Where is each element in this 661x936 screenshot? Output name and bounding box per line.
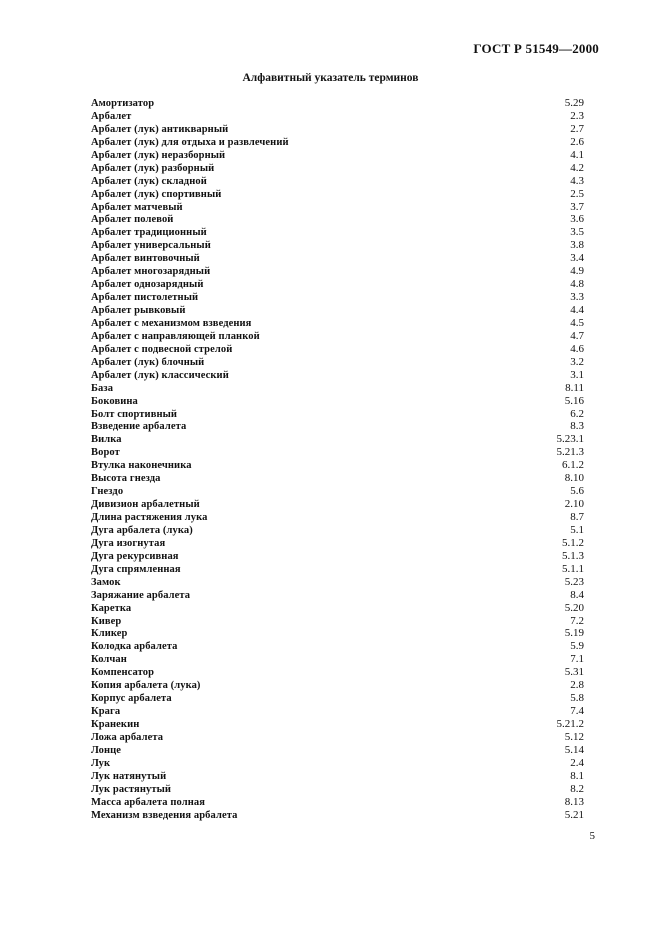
index-ref: 3.3 <box>570 291 584 304</box>
index-term: Ворот <box>91 447 120 459</box>
index-ref: 3.5 <box>570 226 584 239</box>
index-entry <box>91 149 584 162</box>
index-ref: 3.6 <box>570 213 584 226</box>
index-entry <box>91 175 584 188</box>
index-term: Арбалет традиционный <box>91 227 207 239</box>
index-ref: 8.11 <box>565 381 584 394</box>
index-ref: 2.5 <box>570 187 584 200</box>
index-entry <box>91 653 584 666</box>
index-term: Арбалет пистолетный <box>91 292 199 304</box>
index-term: Втулка наконечника <box>91 460 192 472</box>
index-ref: 7.4 <box>570 705 584 718</box>
index-ref: 8.2 <box>570 782 584 795</box>
index-entry <box>91 226 584 239</box>
index-term: Гнездо <box>91 486 124 498</box>
index-ref: 3.2 <box>570 355 584 368</box>
index-term: Лук <box>91 757 111 769</box>
index-ref: 5.23.1 <box>556 433 584 446</box>
index-entry <box>91 796 584 809</box>
index-entry <box>91 369 584 382</box>
index-entry <box>91 731 584 744</box>
index-term: Арбалет универсальный <box>91 240 211 252</box>
index-term: База <box>91 382 114 394</box>
index-entry <box>91 382 584 395</box>
index-ref: 3.7 <box>570 200 584 213</box>
index-entry <box>91 744 584 757</box>
index-term: Арбалет (лук) складной <box>91 175 207 187</box>
index-title: Алфавитный указатель терминов <box>242 72 419 84</box>
index-term: Каретка <box>91 602 132 614</box>
index-term: Заряжание арбалета <box>91 589 191 601</box>
index-ref: 2.7 <box>570 122 584 135</box>
index-term: Арбалет (лук) антикварный <box>91 123 229 135</box>
term-index <box>91 97 584 822</box>
index-entry <box>91 433 584 446</box>
index-entry <box>91 252 584 265</box>
index-ref: 4.3 <box>570 174 584 187</box>
index-ref: 4.6 <box>570 342 584 355</box>
index-term: Дивизион арбалетный <box>91 499 200 511</box>
index-entry <box>91 666 584 679</box>
index-entry <box>91 640 584 653</box>
index-ref: 8.13 <box>564 795 584 808</box>
index-entry <box>91 809 584 822</box>
index-entry <box>91 317 584 330</box>
index-entry <box>91 201 584 214</box>
index-ref: 6.1.2 <box>562 459 584 472</box>
index-term: Арбалет (лук) для отдыха и развлечений <box>91 136 289 148</box>
index-ref: 4.5 <box>570 316 584 329</box>
index-ref: 4.9 <box>570 265 584 278</box>
index-entry <box>91 239 584 252</box>
index-term: Арбалет с механизмом взведения <box>91 317 252 329</box>
index-ref: 5.19 <box>564 627 584 640</box>
index-entry <box>91 602 584 615</box>
index-entry <box>91 330 584 343</box>
index-entry <box>91 537 584 550</box>
index-term: Кивер <box>91 615 122 627</box>
index-term: Длина растяжения лука <box>91 512 208 523</box>
index-ref: 5.1 <box>570 523 584 536</box>
index-term: Лук растянутый <box>91 783 172 795</box>
index-term: Арбалет многозарядный <box>91 266 211 278</box>
index-ref: 7.1 <box>570 653 584 666</box>
index-term: Вилка <box>91 434 122 446</box>
index-ref: 5.31 <box>564 666 584 679</box>
index-ref: 5.12 <box>564 730 584 743</box>
index-term: Компенсатор <box>91 667 155 679</box>
index-ref: 2.10 <box>564 498 584 511</box>
index-entry <box>91 627 584 640</box>
index-ref: 5.23 <box>564 575 584 588</box>
index-entry <box>91 770 584 783</box>
index-entry <box>91 485 584 498</box>
index-ref: 4.4 <box>570 304 584 316</box>
index-ref: 5.16 <box>564 394 584 407</box>
index-entry <box>91 188 584 201</box>
index-entry <box>91 291 584 304</box>
index-entry <box>91 304 584 317</box>
index-term: Арбалет (лук) неразборный <box>91 149 226 161</box>
index-term: Арбалет с направляющей планкой <box>91 330 260 342</box>
index-ref: 8.4 <box>570 588 584 601</box>
index-ref: 4.1 <box>570 148 584 161</box>
index-term: Арбалет (лук) классический <box>91 369 229 381</box>
index-term: Колодка арбалета <box>91 641 178 653</box>
index-term: Лонце <box>91 744 122 756</box>
index-ref: 4.2 <box>570 161 584 174</box>
index-term: Масса арбалета полная <box>91 796 206 808</box>
index-ref: 4.8 <box>570 278 584 291</box>
index-ref: 3.1 <box>570 368 584 381</box>
index-ref: 2.4 <box>570 756 584 769</box>
index-entry <box>91 550 584 563</box>
index-ref: 7.2 <box>570 614 584 627</box>
index-entry <box>91 123 584 136</box>
index-ref: 5.21 <box>564 808 584 821</box>
index-ref: 6.2 <box>570 407 584 420</box>
index-ref: 5.1.1 <box>562 562 584 575</box>
index-term: Арбалет матчевый <box>91 201 183 213</box>
index-term: Арбалет с подвесной стрелой <box>91 343 233 355</box>
index-ref: 2.8 <box>570 679 584 692</box>
index-term: Механизм взведения арбалета <box>91 809 238 821</box>
index-ref: 3.8 <box>570 239 584 252</box>
index-entry <box>91 459 584 472</box>
index-term: Арбалет <box>91 110 132 122</box>
index-entry <box>91 589 584 602</box>
index-term: Арбалет винтовочный <box>91 253 200 265</box>
index-ref: 2.3 <box>570 109 584 122</box>
index-term: Арбалет однозарядный <box>91 279 204 291</box>
index-entry <box>91 343 584 356</box>
index-ref: 8.1 <box>570 769 584 782</box>
index-term: Дуга рекурсивная <box>91 550 179 562</box>
index-entry <box>91 472 584 485</box>
index-term: Болт спортивный <box>91 408 178 420</box>
index-term: Боковина <box>91 395 138 407</box>
index-entry <box>91 524 584 537</box>
index-term: Арбалет (лук) спортивный <box>91 188 222 200</box>
index-ref: 5.9 <box>570 640 584 653</box>
index-ref: 5.14 <box>564 743 584 756</box>
index-term: Кликер <box>91 628 128 640</box>
index-term: Дуга изогнутая <box>91 537 166 549</box>
index-entry <box>91 783 584 796</box>
index-term: Замок <box>91 576 121 588</box>
standard-designation: ГОСТ Р 51549—2000 <box>473 41 599 56</box>
index-term: Корпус арбалета <box>91 693 172 705</box>
index-entry <box>91 278 584 291</box>
index-ref: 5.8 <box>570 692 584 705</box>
index-ref: 8.3 <box>570 420 584 433</box>
index-entry <box>91 615 584 628</box>
index-entry <box>91 110 584 123</box>
index-ref: 5.29 <box>564 97 584 109</box>
index-ref: 8.10 <box>564 472 584 485</box>
index-entry <box>91 265 584 278</box>
index-entry <box>91 718 584 731</box>
index-term: Лук натянутый <box>91 770 167 782</box>
index-term: Арбалет (лук) разборный <box>91 162 215 174</box>
index-entry <box>91 136 584 149</box>
index-entry <box>91 757 584 770</box>
index-ref: 4.7 <box>570 329 584 342</box>
index-ref: 5.21.3 <box>556 446 584 459</box>
index-ref: 5.6 <box>570 485 584 498</box>
index-term: Высота гнезда <box>91 473 161 485</box>
index-term: Копия арбалета (лука) <box>91 680 201 692</box>
index-entry <box>91 420 584 433</box>
index-term: Дуга спрямленная <box>91 563 181 575</box>
index-ref: 5.1.2 <box>562 536 584 549</box>
page-number: 5 <box>589 830 595 842</box>
index-entry <box>91 162 584 175</box>
index-term: Дуга арбалета (лука) <box>91 524 193 536</box>
index-entry <box>91 356 584 369</box>
index-ref: 8.7 <box>570 511 584 523</box>
index-term: Кранекин <box>91 719 140 730</box>
index-entry <box>91 97 584 110</box>
index-term: Взведение арбалета <box>91 421 187 433</box>
index-entry <box>91 692 584 705</box>
index-term: Арбалет рывковый <box>91 305 186 316</box>
index-term: Колчан <box>91 654 127 666</box>
index-entry <box>91 576 584 589</box>
index-term: Крага <box>91 706 121 718</box>
index-entry <box>91 511 584 524</box>
index-entry <box>91 563 584 576</box>
index-ref: 5.20 <box>564 601 584 614</box>
index-term: Арбалет полевой <box>91 214 174 226</box>
index-term: Арбалет (лук) блочный <box>91 356 205 368</box>
index-entry <box>91 446 584 459</box>
index-term: Ложа арбалета <box>91 731 164 743</box>
index-entry <box>91 498 584 511</box>
index-entry <box>91 213 584 226</box>
index-term: Амортизатор <box>91 98 155 109</box>
index-entry <box>91 679 584 692</box>
index-ref: 3.4 <box>570 252 584 265</box>
index-entry <box>91 395 584 408</box>
index-entry <box>91 408 584 421</box>
index-entry <box>91 705 584 718</box>
index-ref: 2.6 <box>570 135 584 148</box>
index-ref: 5.1.3 <box>562 549 584 562</box>
index-ref: 5.21.2 <box>556 718 584 730</box>
